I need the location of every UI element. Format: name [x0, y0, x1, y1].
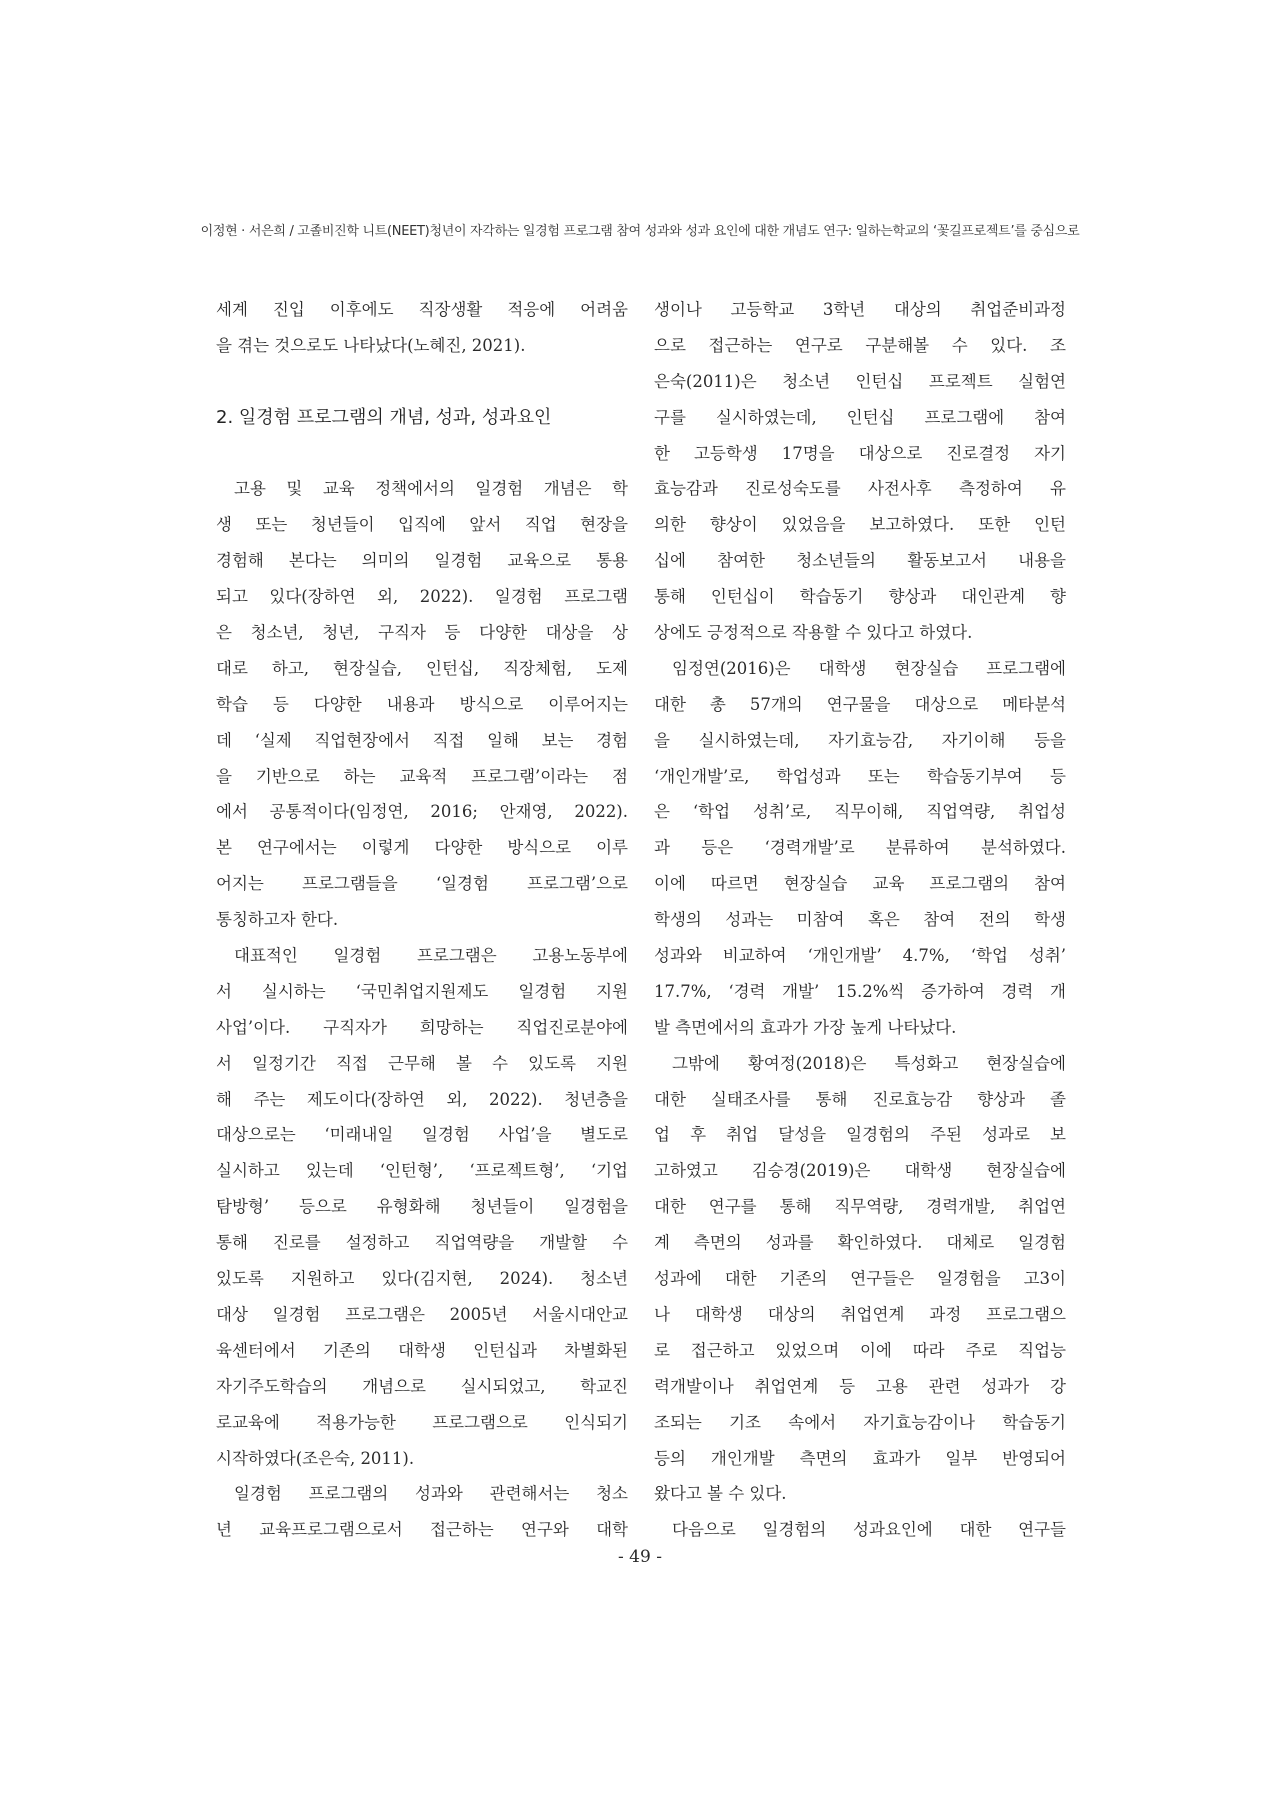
right-column — [654, 292, 1066, 1548]
body-text-line: 고용 및 교육 정책에서의 일경험 개념은 학 — [234, 479, 628, 499]
body-text-line: 은 ‘학업 성취’로, 직무이해, 직업역량, 취업성 — [654, 802, 1066, 822]
body-text-line: 다음으로 일경험의 성과요인에 대한 연구들 — [672, 1520, 1066, 1540]
body-text-line: 대한 연구를 통해 직무역량, 경력개발, 취업연 — [654, 1197, 1066, 1217]
running-header: 이정현 · 서은희 / 고졸비진학 니트(NEET)청년이 자각하는 일경험 프로그램 참여 성과와 성과 요인에 대한 개념도 연구: 일하는학교의 ‘꽃길프로젝트’를 중심으로 — [200, 224, 1080, 239]
body-text-line: 되고 있다(장하연 외, 2022). 일경험 프로그램 — [216, 587, 628, 607]
body-text-line: 은숙(2011)은 청소년 인턴십 프로젝트 실험연 — [654, 371, 1066, 391]
body-text-line: 성과에 대한 기존의 연구들은 일경험을 고3이 — [654, 1269, 1066, 1289]
body-text-line: 한 고등학생 17명을 대상으로 진로결정 자기 — [654, 443, 1066, 463]
body-text-line: 그밖에 황여정(2018)은 특성화고 현장실습에 — [672, 1053, 1066, 1073]
body-text-line: 년 교육프로그램으로서 접근하는 연구와 대학 — [216, 1520, 628, 1540]
body-text-line: 업 후 취업 달성을 일경험의 주된 성과로 보 — [654, 1125, 1066, 1145]
body-text-line: 통해 인턴십이 학습동기 향상과 대인관계 향 — [654, 587, 1066, 607]
section-heading: 2. 일경험 프로그램의 개념, 성과, 성과요인 — [216, 406, 552, 428]
paragraph-spacer — [216, 364, 628, 400]
body-text-line: 시작하였다(조은숙, 2011). — [216, 1448, 415, 1468]
body-text-line: 을 기반으로 하는 교육적 프로그램’이라는 점 — [216, 766, 628, 786]
body-text-line: 계 측면의 성과를 확인하였다. 대체로 일경험 — [654, 1233, 1066, 1253]
body-text-line: 있도록 지원하고 있다(김지현, 2024). 청소년 — [216, 1269, 628, 1289]
body-text-line: 은 청소년, 청년, 구직자 등 다양한 대상을 상 — [216, 623, 628, 643]
body-text-line: 구를 실시하였는데, 인턴십 프로그램에 참여 — [654, 407, 1066, 427]
paragraph-spacer — [216, 436, 628, 472]
body-text-line: 십에 참여한 청소년들의 활동보고서 내용을 — [654, 551, 1066, 571]
body-text-line: 나 대학생 대상의 취업연계 과정 프로그램으 — [654, 1304, 1066, 1324]
body-text-line: 대상으로는 ‘미래내일 일경험 사업’을 별도로 — [216, 1125, 628, 1145]
body-text-line: 조되는 기조 속에서 자기효능감이나 학습동기 — [654, 1412, 1066, 1432]
body-text-line: 임정연(2016)은 대학생 현장실습 프로그램에 — [672, 658, 1066, 678]
body-text-line: 사업’이다. 구직자가 희망하는 직업진로분야에 — [216, 1017, 628, 1037]
body-text-line: 학생의 성과는 미참여 혹은 참여 전의 학생 — [654, 910, 1066, 930]
body-text-line: 학습 등 다양한 내용과 방식으로 이루어지는 — [216, 694, 628, 714]
body-text-line: ‘개인개발’로, 학업성과 또는 학습동기부여 등 — [654, 766, 1066, 786]
page-number: - 49 - — [618, 1547, 662, 1567]
body-text-line: 과 등은 ‘경력개발’로 분류하여 분석하였다. — [654, 838, 1066, 858]
body-text-line: 력개발이나 취업연계 등 고용 관련 성과가 강 — [654, 1376, 1066, 1396]
body-text-line: 발 측면에서의 효과가 가장 높게 나타났다. — [654, 1017, 957, 1037]
body-text-line: 을 실시하였는데, 자기효능감, 자기이해 등을 — [654, 730, 1066, 750]
body-text-line: 로교육에 적용가능한 프로그램으로 인식되기 — [216, 1412, 628, 1432]
body-text-line: 을 겪는 것으로도 나타났다(노혜진, 2021). — [216, 335, 526, 355]
body-text-line: 로 접근하고 있었으며 이에 따라 주로 직업능 — [654, 1340, 1066, 1360]
body-text-line: 으로 접근하는 연구로 구분해볼 수 있다. 조 — [654, 335, 1066, 355]
body-text-line: 왔다고 볼 수 있다. — [654, 1484, 787, 1504]
body-text-line: 대한 실태조사를 통해 진로효능감 향상과 졸 — [654, 1089, 1066, 1109]
body-text-line: 서 실시하는 ‘국민취업지원제도 일경험 지원 — [216, 981, 628, 1001]
body-text-line: 이에 따르면 현장실습 교육 프로그램의 참여 — [654, 874, 1066, 894]
left-column — [216, 292, 628, 1548]
body-text-line: 대표적인 일경험 프로그램은 고용노동부에 — [234, 946, 628, 966]
body-text-line: 에서 공통적이다(임정연, 2016; 안재영, 2022). — [216, 802, 628, 822]
body-text-line: 생이나 고등학교 3학년 대상의 취업준비과정 — [654, 300, 1066, 319]
body-text-line: 일경험 프로그램의 성과와 관련해서는 청소 — [234, 1484, 628, 1504]
body-text-line: 경험해 본다는 의미의 일경험 교육으로 통용 — [216, 551, 628, 571]
body-text-line: 대상 일경험 프로그램은 2005년 서울시대안교 — [216, 1304, 628, 1324]
body-text-line: 세계 진입 이후에도 직장생활 적응에 어려움 — [216, 300, 628, 319]
body-text-line: 의한 향상이 있었음을 보고하였다. 또한 인턴 — [654, 515, 1066, 535]
body-text-line: 대로 하고, 현장실습, 인턴십, 직장체험, 도제 — [216, 658, 628, 678]
body-text-line: 육센터에서 기존의 대학생 인턴십과 차별화된 — [216, 1340, 628, 1360]
body-text-line: 고하였고 김승경(2019)은 대학생 현장실습에 — [654, 1161, 1066, 1181]
body-text-line: 자기주도학습의 개념으로 실시되었고, 학교진 — [216, 1376, 628, 1396]
body-text-line: 상에도 긍정적으로 작용할 수 있다고 하였다. — [654, 623, 973, 643]
body-text-line: 어지는 프로그램들을 ‘일경험 프로그램’으로 — [216, 874, 628, 894]
body-text-line: 통해 진로를 설정하고 직업역량을 개발할 수 — [216, 1233, 628, 1253]
body-text-line: 탐방형’ 등으로 유형화해 청년들이 일경험을 — [216, 1197, 628, 1217]
body-text-line: 성과와 비교하여 ‘개인개발’ 4.7%, ‘학업 성취’ — [654, 946, 1066, 966]
body-text-line: 17.7%, ‘경력 개발’ 15.2%씩 증가하여 경력 개 — [654, 981, 1066, 1001]
body-text-line: 대한 총 57개의 연구물을 대상으로 메타분석 — [654, 694, 1066, 714]
body-text-line: 데 ‘실제 직업현장에서 직접 일해 보는 경험 — [216, 730, 628, 750]
body-text-line: 생 또는 청년들이 입직에 앞서 직업 현장을 — [216, 515, 628, 535]
body-text-line: 본 연구에서는 이렇게 다양한 방식으로 이루 — [216, 838, 628, 858]
body-text-line: 통칭하고자 한다. — [216, 910, 339, 930]
body-text-line: 서 일정기간 직접 근무해 볼 수 있도록 지원 — [216, 1053, 628, 1073]
body-text-line: 실시하고 있는데 ‘인턴형’, ‘프로젝트형’, ‘기업 — [216, 1161, 628, 1181]
body-text-line: 등의 개인개발 측면의 효과가 일부 반영되어 — [654, 1448, 1066, 1468]
body-text-line: 해 주는 제도이다(장하연 외, 2022). 청년층을 — [216, 1089, 628, 1109]
body-text-line: 효능감과 진로성숙도를 사전사후 측정하여 유 — [654, 479, 1066, 499]
